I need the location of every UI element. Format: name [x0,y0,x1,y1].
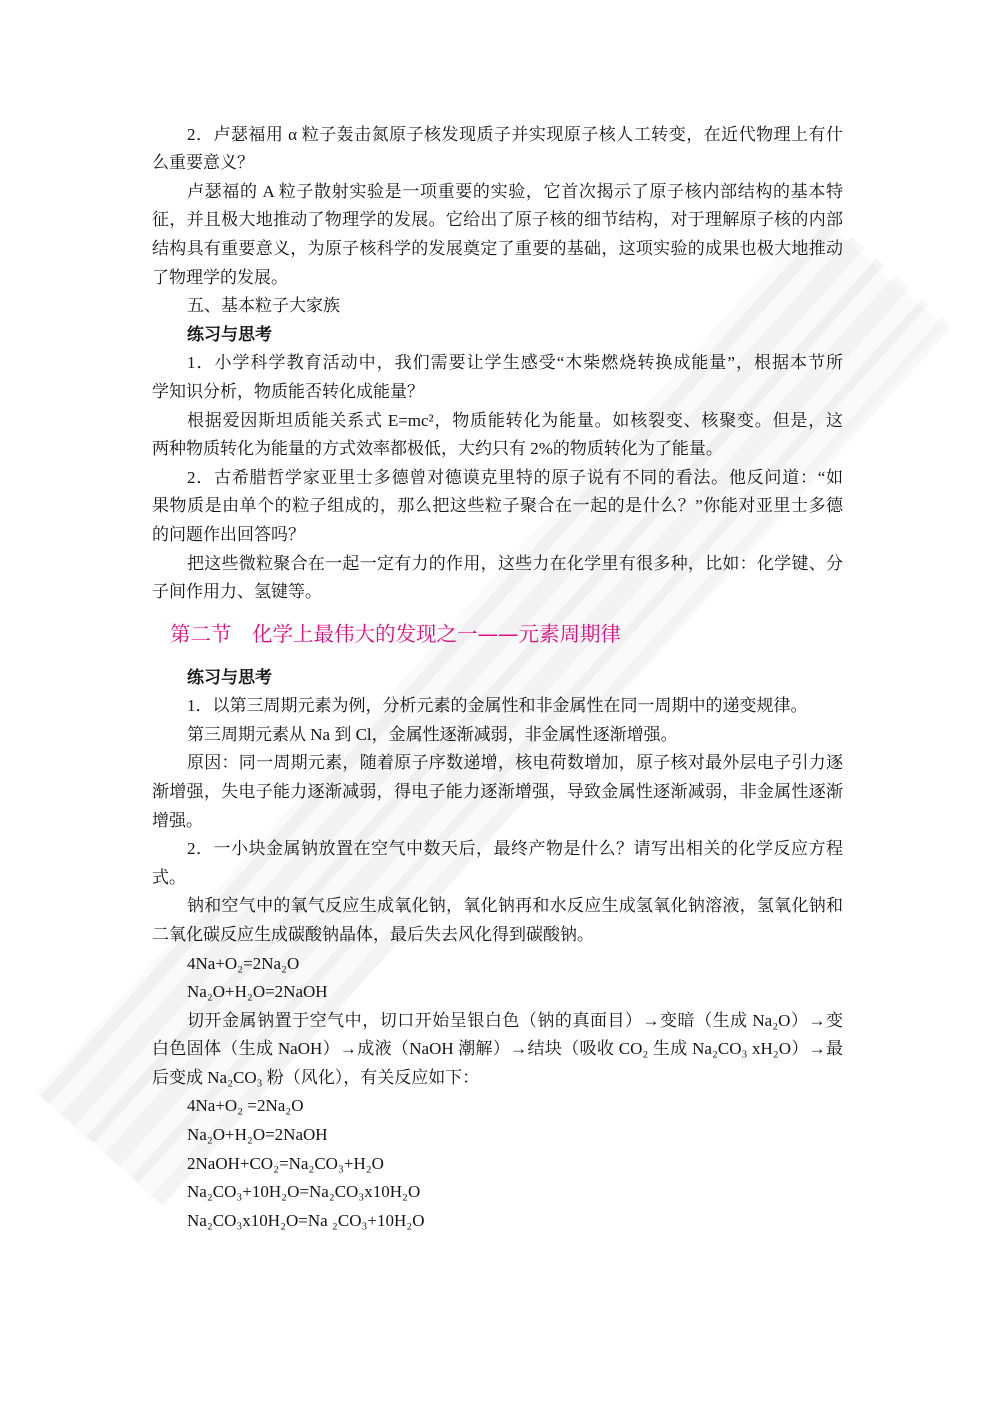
equation: Na₂O+H₂O=2NaOH [187,1125,328,1145]
equation: Na₂CO₃x10H₂O=Na ₂CO₃+10H₂O [187,1210,425,1230]
answer-energy [152,407,843,464]
answer-line: 增强。 [152,810,203,830]
answer-rutherford [152,178,843,292]
question-energy [152,349,843,406]
question-line: 么重要意义？ [152,153,254,173]
equation: Na₂CO₃+10H₂O=Na₂CO₃x10H₂O [187,1182,421,1202]
answer-line: 卢瑟福的 A 粒子散射实验是一项重要的实验，它首次揭示了原子核内部结构的基本特 [187,181,843,201]
answer-line: 两种物质转化为能量的方式效率都极低，大约只有 2%的物质转化为了能量。 [152,439,723,459]
question-line: 学知识分析，物质能否转化成能量？ [152,382,424,402]
equation: 4Na+O₂ =2Na₂O [187,1096,304,1116]
equation: 4Na+O₂=2Na₂O [187,953,300,973]
exercise-heading: 练习与思考 [187,324,272,344]
reactions-sodium [152,1092,843,1235]
question-rutherford [152,121,843,178]
answer-line: 钠和空气中的氧气反应生成氧化钠，氧化钠再和水反应生成氢氧化钠溶液，氢氧化钠和 [187,896,843,916]
reason-periodic [152,749,843,835]
question-line: 2．古希腊哲学家亚里士多德曾对德谟克里特的原子说有不同的看法。他反问道：“如 [187,467,843,487]
equation: Na₂O+H₂O=2NaOH [187,982,328,1002]
question-aristotle [152,464,843,550]
answer-periodic: 第三周期元素从 Na 到 Cl，金属性逐渐减弱，非金属性逐渐增强。 [187,724,678,744]
page-body [152,121,843,1236]
answer-line: 子间作用力、氢键等。 [152,582,322,602]
answer-line: 了物理学的发展。 [152,267,288,287]
question-sodium [152,835,843,892]
equation: 2NaOH+CO₂=Na₂CO₃+H₂O [187,1153,384,1173]
answer-aristotle [152,550,843,607]
answer-line: 根据爱因斯坦质能关系式 E=mc²，物质能转化为能量。如核裂变、核聚变。但是，这 [187,410,843,430]
answer-line: 征，并且极大地推动了物理学的发展。它给出了原子核的细节结构，对于理解原子核的内部 [152,210,843,230]
question-line: 的问题作出回答吗？ [152,525,305,544]
answer-line: 切开金属钠置于空气中，切口开始呈银白色（钠的真面目）→变暗（生成 Na₂O）→变 [187,1010,843,1030]
answer-line: 把这些微粒聚合在一起一定有力的作用，这些力在化学里有很多种，比如：化学键、分 [187,553,843,573]
subsection-title: 五、基本粒子大家族 [187,296,340,316]
answer-line: 后变成 Na₂CO₃ 粉（风化），有关反应如下： [152,1067,480,1087]
process-sodium [152,1007,843,1093]
answer-line: 结构具有重要意义，为原子核科学的发展奠定了重要的基础，这项实验的成果也极大地推动 [152,239,843,259]
question-line: 2．一小块金属钠放置在空气中数天后，最终产物是什么？请写出相关的化学反应方程 [187,839,843,859]
question-line: 1．小学科学教育活动中，我们需要让学生感受“木柴燃烧转换成能量”，根据本节所 [187,353,843,373]
answer-line: 白色固体（生成 NaOH）→成液（NaOH 潮解）→结块（吸收 CO₂ 生成 Na₂CO₃ xH₂O）→最 [152,1039,843,1059]
exercise-heading: 练习与思考 [187,667,272,687]
answer-line: 二氧化碳反应生成碳酸钠晶体，最后失去风化得到碳酸钠。 [152,924,594,944]
section-heading: 第二节 化学上最伟大的发现之一——元素周期律 [170,621,621,646]
question-periodic: 1．以第三周期元素为例，分析元素的金属性和非金属性在同一周期中的递变规律。 [187,696,808,716]
question-line: 式。 [152,867,186,887]
answer-line: 原因：同一周期元素，随着原子序数递增，核电荷数增加，原子核对最外层电子引力逐 [187,753,843,773]
question-line: 2．卢瑟福用 α 粒子轰击氮原子核发现质子并实现原子核人工转变，在近代物理上有什 [187,124,843,144]
answer-sodium [152,892,843,949]
equations-sodium [152,950,843,1007]
question-line: 果物质是由单个的粒子组成的，那么把这些粒子聚合在一起的是什么？”你能对亚里士多德 [152,496,843,516]
answer-line: 渐增强，失电子能力逐渐减弱，得电子能力逐渐增强，导致金属性逐渐减弱，非金属性逐渐 [152,781,843,801]
